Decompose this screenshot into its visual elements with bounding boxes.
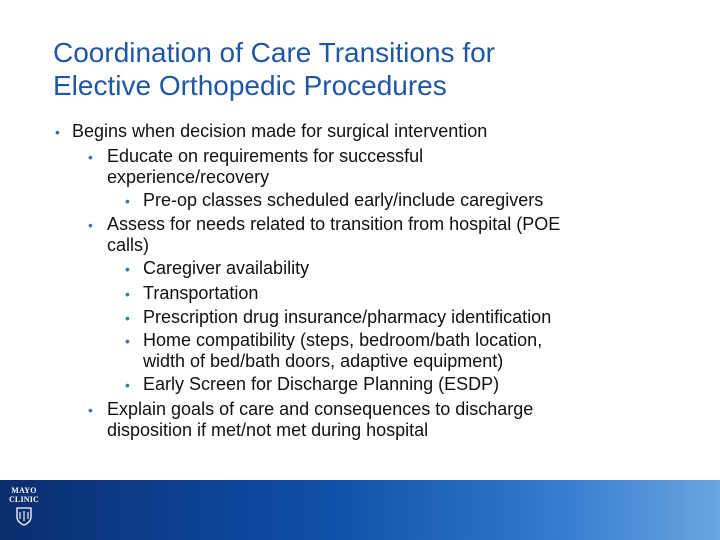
bullet-item-level-3 <box>125 374 500 395</box>
logo-word-mayo: MAYO <box>11 486 37 495</box>
bullet-text-line: Explain goals of care and consequences to discharge <box>107 399 534 419</box>
bullet-dot-icon: • <box>125 193 130 209</box>
bullet-text-line: Assess for needs related to transition from hospital (POE <box>107 214 561 234</box>
title-line-1: Coordination of Care Transitions for <box>53 37 495 68</box>
bullet-item-level-3 <box>125 330 543 372</box>
slide-title <box>53 36 693 102</box>
bullet-item-level-1 <box>55 121 488 142</box>
bullet-item-level-2 <box>88 146 424 188</box>
title-line-2: Elective Orthopedic Procedures <box>53 70 447 101</box>
bullet-dot-icon: • <box>88 217 93 233</box>
bullet-text-line: Prescription drug insurance/pharmacy identification <box>143 307 552 327</box>
bullet-text-line: Pre-op classes scheduled early/include caregivers <box>143 190 544 210</box>
bullet-dot-icon: • <box>88 149 93 165</box>
bullet-item-level-2 <box>88 214 561 256</box>
bullet-item-level-3 <box>125 258 310 279</box>
bullet-text-line: Begins when decision made for surgical intervention <box>72 121 488 141</box>
bullet-dot-icon: • <box>125 286 130 302</box>
bullet-text-line: Early Screen for Discharge Planning (ESDP) <box>143 374 500 394</box>
bullet-text-line: Educate on requirements for successful <box>107 146 424 166</box>
bullet-dot-icon: • <box>55 124 60 140</box>
bullet-text-line: Home compatibility (steps, bedroom/bath location, <box>143 330 543 350</box>
bullet-text-line: Caregiver availability <box>143 258 310 278</box>
logo-word-clinic: CLINIC <box>8 495 40 504</box>
bullet-text-line: calls) <box>107 235 150 255</box>
bullet-item-level-3 <box>125 283 259 304</box>
bullet-text-line: Transportation <box>143 283 259 303</box>
mayo-clinic-logo <box>6 486 42 534</box>
bullet-item-level-3 <box>125 307 552 328</box>
bullet-text-line: experience/recovery <box>107 167 270 187</box>
bullet-item-level-3 <box>125 190 544 211</box>
footer-band <box>0 480 720 540</box>
bullet-dot-icon: • <box>125 377 130 393</box>
bullet-item-level-2 <box>88 399 534 441</box>
bullet-dot-icon: • <box>125 333 130 349</box>
bullet-text-line: width of bed/bath doors, adaptive equipment) <box>143 351 504 371</box>
mayo-shield-icon <box>14 506 34 526</box>
bullet-dot-icon: • <box>125 310 130 326</box>
bullet-dot-icon: • <box>125 261 130 277</box>
bullet-dot-icon: • <box>88 402 93 418</box>
bullet-text-line: disposition if met/not met during hospital <box>107 420 429 440</box>
